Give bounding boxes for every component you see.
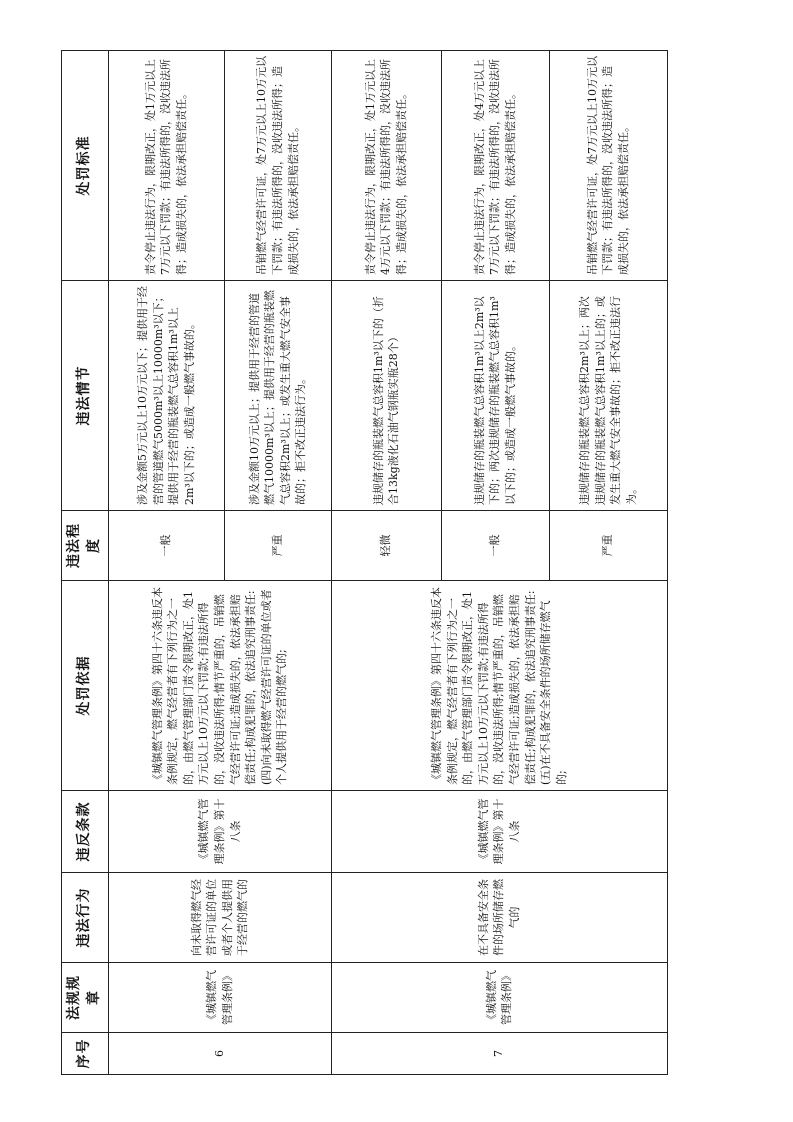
seq-cell: 7 — [331, 1033, 667, 1075]
header-basis: 处罚依据 — [62, 581, 109, 791]
circumstance-cell: 违规储存的瓶装燃气总容积2m³以上；两次违规储存的瓶装燃气总容积1m³以上的；或发生重大燃气安全事故的；拒不改正违法行为。 — [549, 281, 667, 511]
header-circumstance: 违法情节 — [62, 281, 109, 511]
header-degree: 违法程度 — [62, 511, 109, 581]
header-seq: 序号 — [62, 1033, 109, 1075]
circumstance-cell: 违规储存的瓶装燃气总容积1m³以上2m³以下的；两次违规储存的瓶装燃气总容积1m³以下的；或造成一般燃气事故的。 — [441, 281, 549, 511]
degree-cell: 一般 — [108, 511, 224, 581]
degree-cell: 严重 — [549, 511, 667, 581]
circumstance-cell: 涉及金额5万元以上10万元以下；提供用于经营的管道燃气5000m³以上10000m³以下；提供用于经营的瓶装燃气总容积1m³以上2m³以下的；或造成一般燃气事故的。 — [108, 281, 224, 511]
standard-cell: 责令停止违法行为，限期改正，处1万元以上4万元以下罚款；有违法所得的，没收违法所得；造成损失的，依法承担赔偿责任。 — [331, 51, 441, 281]
seq-cell: 6 — [108, 1033, 331, 1075]
table-row — [331, 51, 441, 1075]
degree-cell: 一般 — [441, 511, 549, 581]
standard-cell: 责令停止违法行为，限期改正，处1万元以上7万元以下罚款；有违法所得的，没收违法所得；造成损失的，依法承担赔偿责任。 — [108, 51, 224, 281]
basis-cell: 《城镇燃气管理条例》第四十六条违反本条例规定，燃气经营者有下列行为之一的，由燃气管理部门责令限期改正，处1万元以上10万元以下罚款;有违法所得的，没收违法所得;情节严重的，吊销燃气经营许可证;造成损失的，依法承担赔偿责任;构成犯罪的，依法追究刑事责任:(五)在不具备安全条件的场所储存燃气的; — [331, 581, 667, 791]
law-cell: 《城镇燃气管理条例》 — [108, 963, 331, 1033]
header-clause: 违反条款 — [62, 791, 109, 873]
act-cell: 向未取得燃气经营许可证的单位或者个人提供用于经营的燃气的 — [108, 873, 331, 963]
table-row — [108, 51, 224, 1075]
circumstance-cell: 违规储存的瓶装燃气总容积1m³以下的（折合13kg液化石油气钢瓶实瓶28个） — [331, 281, 441, 511]
penalty-standard-table — [61, 50, 668, 1075]
rotated-page — [61, 51, 664, 1075]
act-cell: 在不具备安全条件的场所储存燃气的 — [331, 873, 667, 963]
degree-cell: 严重 — [224, 511, 331, 581]
clause-cell: 《城镇燃气管理条例》第十八条 — [331, 791, 667, 873]
law-cell: 《城镇燃气管理条例》 — [331, 963, 667, 1033]
clause-cell: 《城镇燃气管理条例》第十八条 — [108, 791, 331, 873]
header-standard: 处罚标准 — [62, 51, 109, 281]
header-act: 违法行为 — [62, 873, 109, 963]
standard-cell: 责令停止违法行为，限期改正，处4万元以上7万元以下罚款；有违法所得的，没收违法所得；造成损失的，依法承担赔偿责任。 — [441, 51, 549, 281]
degree-cell: 轻微 — [331, 511, 441, 581]
basis-cell: 《城镇燃气管理条例》第四十六条违反本条例规定，燃气经营者有下列行为之一的，由燃气管理部门责令限期改正，处1万元以上10万元以下罚款;有违法所得的，没收违法所得;情节严重的，吊销燃气经营许可证;造成损失的，依法承担赔偿责任;构成犯罪的，依法追究刑事责任:(四)向未取得燃气经营许可证的单位或者个人提供用于经营的燃气的; — [108, 581, 331, 791]
header-law: 法规规章 — [62, 963, 109, 1033]
header-row — [62, 51, 109, 1075]
standard-cell: 吊销燃气经营许可证，处7万元以上10万元以下罚款；有违法所得的，没收违法所得；造成损失的，依法承担赔偿责任。 — [549, 51, 667, 281]
standard-cell: 吊销燃气经营许可证，处7万元以上10万元以下罚款；有违法所得的，没收违法所得；造成损失的，依法承担赔偿责任。 — [224, 51, 331, 281]
circumstance-cell: 涉及金额10万元以上；提供用于经营的管道燃气10000m³以上；提供用于经营的瓶装燃气总容积2m³以上；或发生重大燃气安全事故的；拒不改正违法行为。 — [224, 281, 331, 511]
